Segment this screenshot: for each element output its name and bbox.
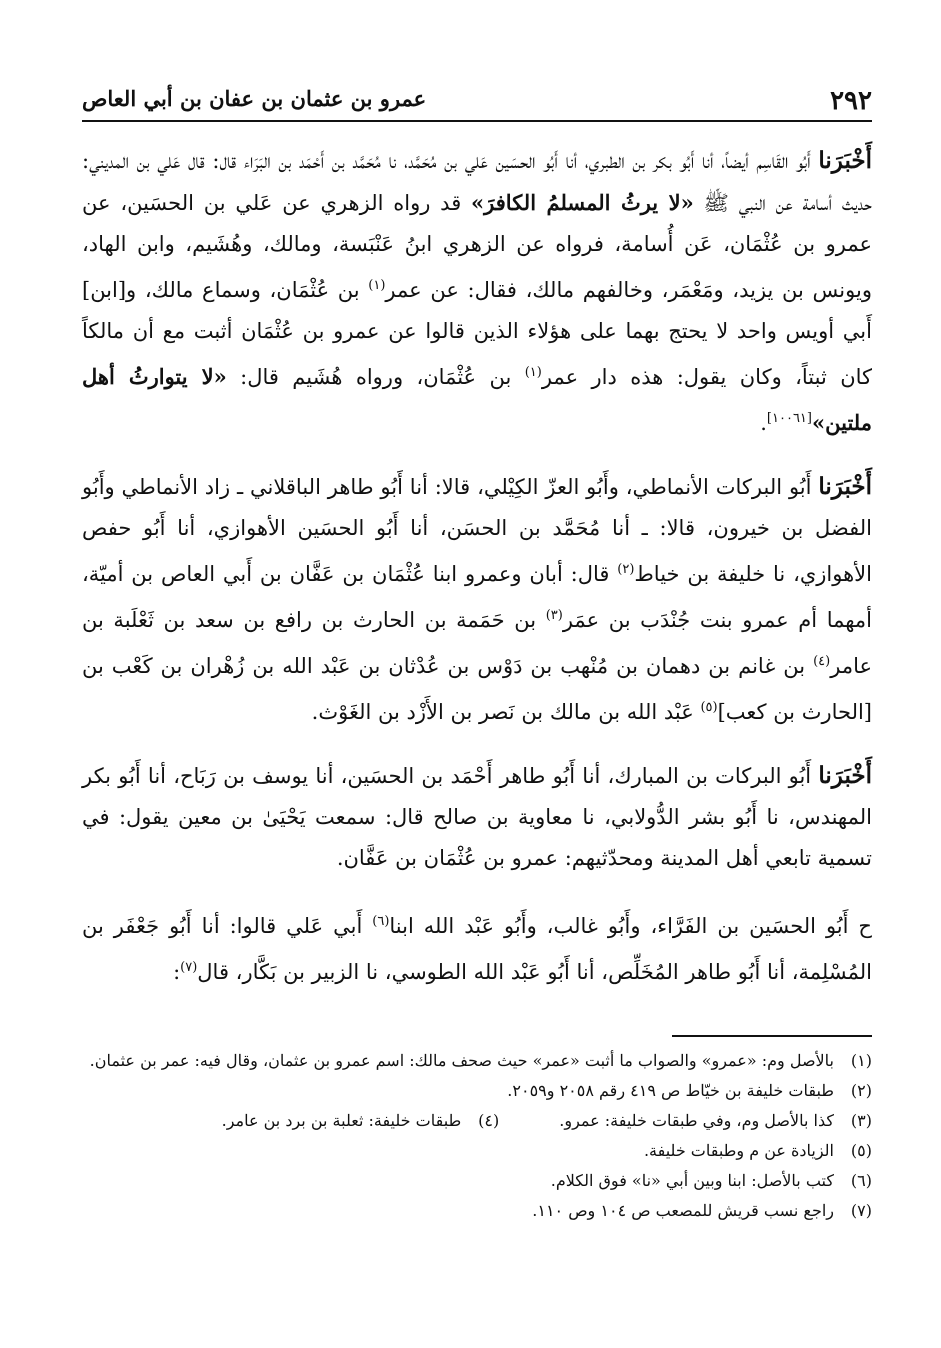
- footnote-ref[interactable]: (٤): [813, 654, 831, 669]
- footnote-ref[interactable]: (٢): [617, 562, 635, 577]
- hadith-quote: «لا يرثُ المسلمُ الكافرَ»: [471, 190, 694, 215]
- page-number: ٢٩٢: [830, 86, 872, 116]
- footnote-ref[interactable]: (٣): [545, 608, 563, 623]
- footnote-number: (٣): [850, 1111, 872, 1130]
- text-run: :: [173, 960, 181, 984]
- hadith-quote: «لا يتوارثُ أهل ملتين»: [82, 364, 872, 435]
- paragraph-lead-word: أَخْبَرَنا: [818, 147, 872, 174]
- paragraph-4: [82, 901, 872, 993]
- paragraph-lead-word: أَخْبَرَنا: [818, 473, 872, 500]
- footnotes: [82, 1046, 872, 1226]
- footnote-text: بالأصل وم: «عمرو» والصواب ما أثبت «عمر» حيث صحف مالك: اسم عمرو بن عثمان، وقال فيه: عمر بن عثمان.: [89, 1051, 834, 1070]
- footnote-text: راجع نسب قريش للمصعب ص ١٠٤ وص ١١٠.: [532, 1201, 834, 1220]
- header-rule: [82, 120, 872, 122]
- footnote-7: [82, 1196, 872, 1226]
- text-run: قد رواه الزهري عن عَلي بن الحسَين، عن عمرو بن عُثْمَان، عَن أُسامة، فرواه عن الزهري ابنُ عَنْبَسة، ومالك، وهُشَيم، وابن الهاد، ويونس بن يزيد، ومَعْمَر، وخالفهم مالك، فقال: عن عمر: [82, 191, 872, 302]
- footnote-number: (٢): [850, 1081, 872, 1100]
- footnote-ref[interactable]: (١): [524, 365, 542, 380]
- paragraph-lead-word: أَخْبَرَنا: [818, 762, 872, 789]
- text-run: بن عُثْمَان، وسماع مالك، و[ابن] أَبي أويس واحد لا يحتج بهما على هؤلاء الذين قالوا عن عمرو بن عُثْمَان أثبت مع أن مالكاً كان ثبتاً، وكان يقول: هذه دار عمر: [82, 278, 873, 389]
- paragraph-2: [82, 466, 872, 733]
- footnote-text: طبقات خليفة: ثعلبة بن برد بن عامر.: [221, 1111, 462, 1130]
- footnote-number: (٥): [850, 1141, 872, 1160]
- footnote-text: الزيادة عن م وطبقات خليفة.: [643, 1141, 834, 1160]
- paragraph-1: [82, 140, 872, 444]
- footnote-ref[interactable]: (٦): [372, 914, 390, 929]
- text-run: ح أَبُو الحسَين بن الفَرَّاء، وأَبُو غالب، وأَبُو عَبْد الله ابنا: [389, 914, 872, 938]
- footnote-text: كذا بالأصل وم، وفي طبقات خليفة: عمرو.: [559, 1111, 834, 1130]
- footnote-5: [82, 1136, 872, 1166]
- hadith-number: [١٠٠٦١]: [766, 411, 812, 426]
- footnote-text: طبقات خليفة بن خيّاط ص ٤١٩ رقم ٢٠٥٨ و٢٠٥٩.: [507, 1081, 834, 1100]
- footnote-ref[interactable]: (٧): [180, 960, 198, 975]
- page-header: [82, 80, 872, 116]
- text-run: بن غانم بن دهمان بن مُنْهب بن دَوْس بن عُدْثان بن عَبْد الله بن زُهْران بن كَعْب بن [الحارث بن كعب]: [82, 654, 872, 724]
- text-run: قال: أبان وعمرو ابنا عُثْمَان بن عَفَّان بن أَبي العاص بن أميّة، أمهما أم عمرو بنت جُنْدَب بن عمَر: [82, 562, 872, 632]
- footnote-1: [82, 1046, 872, 1076]
- text-run: .: [760, 411, 767, 435]
- footnote-number: (٦): [850, 1171, 872, 1190]
- text-run: بن عُثْمَان، ورواه هُشَيم قال:: [226, 365, 525, 389]
- main-text: [82, 140, 872, 993]
- footnote-6: [82, 1166, 872, 1196]
- text-run: أَبُو البركات الأنماطي، وأَبُو العزّ الكِيْلي، قالا: أنا أَبُو طاهر الباقلاني ـ زاد الأنماطي وأَبُو الفضل بن خيرون، قالا: ـ أنا مُحَمَّد بن الحسَن، أنا أَبُو الحسَين الأهوازي، أنا أَبُو حفص الأهوازي، نا خليفة بن خياط: [82, 475, 872, 586]
- text-run: بن حَمَمة بن الحارث بن رافع بن سعد بن ثَعْلَبة بن عامر: [82, 608, 872, 678]
- footnote-rule: [672, 1035, 872, 1037]
- footnote-3: [559, 1106, 872, 1136]
- paragraph-3: [82, 755, 872, 879]
- footnote-row-3-4: [82, 1106, 872, 1136]
- footnote-ref[interactable]: (١): [368, 278, 386, 293]
- footnote-4: [222, 1106, 500, 1136]
- text-run: أَبي عَلي قالوا: أنا أَبُو جَعْفَر بن المُسْلِمة، أنا أَبُو طاهر المُخَلِّص، أنا أَبُو عَبْد الله الطوسي، نا الزبير بن بَكَّار، قال: [82, 914, 872, 984]
- text-run: أَبُو القَاسِم أيضاً، أنا أَبُو بكر بن الطبري، أنا أَبُو الحسَين عَلي بن مُحَمَّد، نا مُحَمَّد بن أَحْمَد بن البَرَاء قال: قال عَلي بن المديني: حديث أسامة عن النبي ﷺ: [82, 149, 872, 215]
- text-run: أَبُو البركات بن المبارك، أنا أَبُو طاهر أَحْمَد بن الحسَين، أنا يوسف بن رَبَاح، أنا أَبُو بكر المهندس، نا أَبُو بشر الدُّولابي، نا معاوية بن صالح قال: سمعت يَحْيَىٰ بن معين يقول: في تسمية تابعي أهل المدينة ومحدّثيهم: عمرو بن عُثْمَان بن عَفَّان.: [82, 764, 872, 870]
- footnote-ref[interactable]: (٥): [700, 700, 718, 715]
- footnote-text: كتب بالأصل: ابنا وبين أبي «نا» فوق الكلام.: [550, 1171, 834, 1190]
- footnote-number: (١): [850, 1051, 872, 1070]
- footnote-number: (٤): [478, 1111, 500, 1130]
- text-run: عَبْد الله بن مالك بن نَصر بن الأَزْد بن الغَوْث.: [311, 700, 701, 724]
- footnote-number: (٧): [850, 1201, 872, 1220]
- footnote-2: [82, 1076, 872, 1106]
- running-title: عمرو بن عثمان بن عفان بن أبي العاص: [82, 86, 427, 111]
